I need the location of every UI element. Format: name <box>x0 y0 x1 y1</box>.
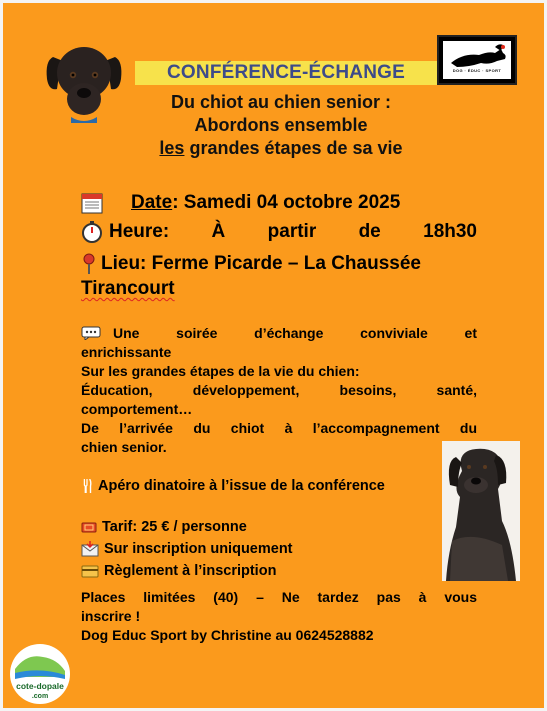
watermark-text-2: .com <box>31 693 49 700</box>
inscription-row <box>81 540 293 558</box>
place-line-1: Lieu: Ferme Picarde – La Chaussée <box>101 253 421 274</box>
intro-line-1-row <box>81 324 477 342</box>
topics-line-2: Éducation, développement, besoins, santé, <box>81 382 477 398</box>
banner-title: CONFÉRENCE-ÉCHANGE <box>167 62 405 83</box>
logo-text: DOG · ÉDUC · SPORT <box>449 68 505 74</box>
places-line-2: inscrire ! <box>81 608 141 624</box>
topics-line-4: De l’arrivée du chiot à l’accompagnement du <box>81 420 477 436</box>
date-value: : Samedi 04 octobre 2025 <box>172 192 401 213</box>
ticket-icon <box>81 520 97 534</box>
credit-card-icon <box>81 564 99 578</box>
speech-bubble-icon <box>81 326 101 340</box>
time-word-de: de <box>358 221 381 242</box>
date-row <box>81 191 477 214</box>
watermark-text-1: cote-dopale <box>16 681 64 691</box>
topics-line-1: Sur les grandes étapes de la vie du chien: <box>81 363 360 379</box>
time-value: 18h30 <box>423 221 477 242</box>
reglement-row <box>81 562 276 580</box>
subtitle-underlined-word: les <box>159 138 185 158</box>
time-word-partir: partir <box>267 221 317 242</box>
place-line-2 <box>81 277 477 300</box>
stopwatch-icon <box>81 221 103 243</box>
intro-line-1: Une soirée d’échange conviviale et <box>113 325 477 341</box>
topics-line-5: chien senior. <box>81 439 167 455</box>
subtitle-line-3 <box>113 137 449 160</box>
time-word-a: À <box>211 221 226 242</box>
contact-line: Dog Educ Sport by Christine au 0624528882 <box>81 627 374 643</box>
places-line-1: Places limitées (40) – Ne tardez pas à vous <box>81 589 477 605</box>
title-banner <box>135 61 437 85</box>
senior-dog-photo <box>442 441 520 581</box>
cote-dopale-watermark <box>9 643 71 705</box>
subtitle-line-3-rest: grandes étapes de sa vie <box>184 138 403 158</box>
subtitle-line-2: Abordons ensemble <box>194 115 368 135</box>
calendar-icon <box>81 192 103 214</box>
place-town: Tirancourt <box>81 278 175 299</box>
inscription-text: Sur inscription uniquement <box>104 541 293 557</box>
envelope-icon <box>81 541 99 557</box>
reglement-text: Règlement à l’inscription <box>104 563 277 579</box>
intro-line-2: enrichissante <box>81 344 172 360</box>
date-label: Date <box>131 192 173 213</box>
apero-text: Apéro dinatoire à l’issue de la conférence <box>98 478 385 494</box>
time-row <box>81 220 477 243</box>
cutlery-icon <box>81 479 93 493</box>
topics-line-3: comportement… <box>81 401 193 417</box>
apero-row <box>81 477 385 495</box>
dog-educ-sport-logo <box>437 35 517 85</box>
pushpin-icon <box>81 253 97 275</box>
time-label: Heure: <box>109 221 170 242</box>
subtitle-line-1: Du chiot au chien senior : <box>170 92 392 112</box>
place-row <box>81 252 477 275</box>
tarif-row <box>81 518 247 536</box>
tarif-text: Tarif: 25 € / personne <box>102 519 247 535</box>
